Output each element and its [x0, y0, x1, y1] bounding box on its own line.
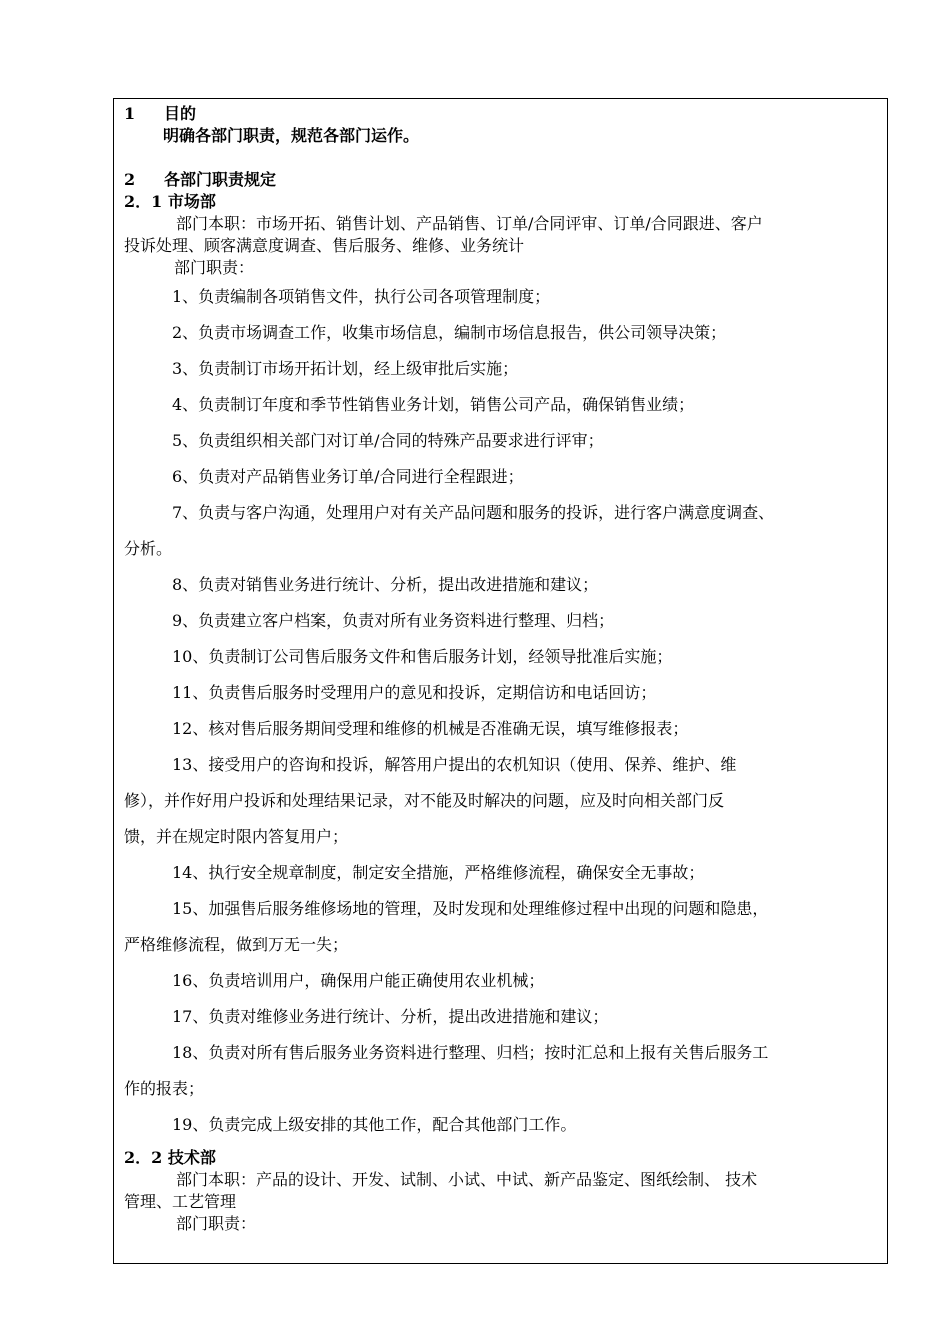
- subsection-2-2-title: 2．2 技术部: [124, 1148, 216, 1167]
- list-item: 1、负责编制各项销售文件，执行公司各项管理制度；: [172, 287, 551, 306]
- list-item: 19、负责完成上级安排的其他工作，配合其他部门工作。: [172, 1115, 577, 1134]
- subsection-2-2-resp-label: 部门职责：: [176, 1214, 257, 1233]
- subsection-2-1-resp-label: 部门职责：: [174, 258, 255, 277]
- list-item: 10、负责制订公司售后服务文件和售后服务计划，经领导批准后实施；: [172, 647, 673, 666]
- list-item: 15、加强售后服务维修场地的管理，及时发现和处理维修过程中出现的问题和隐患，: [172, 899, 769, 918]
- section-1-number: 1: [124, 104, 136, 123]
- list-item: 3、负责制订市场开拓计划，经上级审批后实施；: [172, 359, 519, 378]
- list-item: 11、负责售后服务时受理用户的意见和投诉，定期信访和电话回访；: [172, 683, 657, 702]
- list-item-continuation: 作的报表；: [124, 1079, 205, 1098]
- subsection-2-1-title: 2．1 市场部: [124, 192, 216, 211]
- list-item-continuation: 分析。: [124, 539, 173, 558]
- list-item: 5、负责组织相关部门对订单/合同的特殊产品要求进行评审；: [172, 431, 604, 450]
- subsection-2-2-duty-line2: 管理、工艺管理: [124, 1192, 237, 1211]
- list-item: 7、负责与客户沟通，处理用户对有关产品问题和服务的投诉，进行客户满意度调查、: [172, 503, 775, 522]
- list-item-continuation: 严格维修流程，做到万无一失；: [124, 935, 349, 954]
- list-item: 9、负责建立客户档案，负责对所有业务资料进行整理、归档；: [172, 611, 615, 630]
- list-item-continuation: 馈，并在规定时限内答复用户；: [124, 827, 349, 846]
- list-item-continuation: 修），并作好用户投诉和处理结果记录，对不能及时解决的问题，应及时向相关部门反: [124, 791, 725, 810]
- list-item: 8、负责对销售业务进行统计、分析，提出改进措施和建议；: [172, 575, 599, 594]
- list-item: 12、核对售后服务期间受理和维修的机械是否准确无误，填写维修报表；: [172, 719, 689, 738]
- list-item: 13、接受用户的咨询和投诉，解答用户提出的农机知识（使用、保养、维护、维: [172, 755, 737, 774]
- list-item: 4、负责制订年度和季节性销售业务计划，销售公司产品，确保销售业绩；: [172, 395, 695, 414]
- document-table-frame: [113, 98, 888, 1264]
- section-2-heading: [124, 169, 879, 191]
- section-1-title: 目的: [164, 104, 197, 123]
- section-2-number: 2: [124, 170, 136, 189]
- subsection-2-1-duty-line2: 投诉处理、顾客满意度调查、售后服务、维修、业务统计: [124, 236, 525, 255]
- list-item: 18、负责对所有售后服务业务资料进行整理、归档；按时汇总和上报有关售后服务工: [172, 1043, 769, 1062]
- list-item: 17、负责对维修业务进行统计、分析，提出改进措施和建议；: [172, 1007, 609, 1026]
- section-1-heading: [124, 103, 879, 125]
- section-1-body: 明确各部门职责，规范各部门运作。: [163, 126, 420, 145]
- section-2-title: 各部门职责规定: [164, 170, 277, 189]
- list-item: 2、负责市场调查工作，收集市场信息，编制市场信息报告，供公司领导决策；: [172, 323, 727, 342]
- spacer: [124, 147, 879, 169]
- list-item: 14、执行安全规章制度，制定安全措施，严格维修流程，确保安全无事故；: [172, 863, 705, 882]
- list-item: 16、负责培训用户，确保用户能正确使用农业机械；: [172, 971, 545, 990]
- document-content: [124, 103, 879, 1235]
- list-item: 6、负责对产品销售业务订单/合同进行全程跟进；: [172, 467, 524, 486]
- subsection-2-2-duty-line1: 部门本职：产品的设计、开发、试制、小试、中试、新产品鉴定、图纸绘制、 技术: [176, 1170, 758, 1189]
- subsection-2-1-duty-line1: 部门本职：市场开拓、销售计划、产品销售、订单/合同评审、订单/合同跟进、客户: [176, 214, 763, 233]
- subsection-2-1-items: [124, 279, 879, 1143]
